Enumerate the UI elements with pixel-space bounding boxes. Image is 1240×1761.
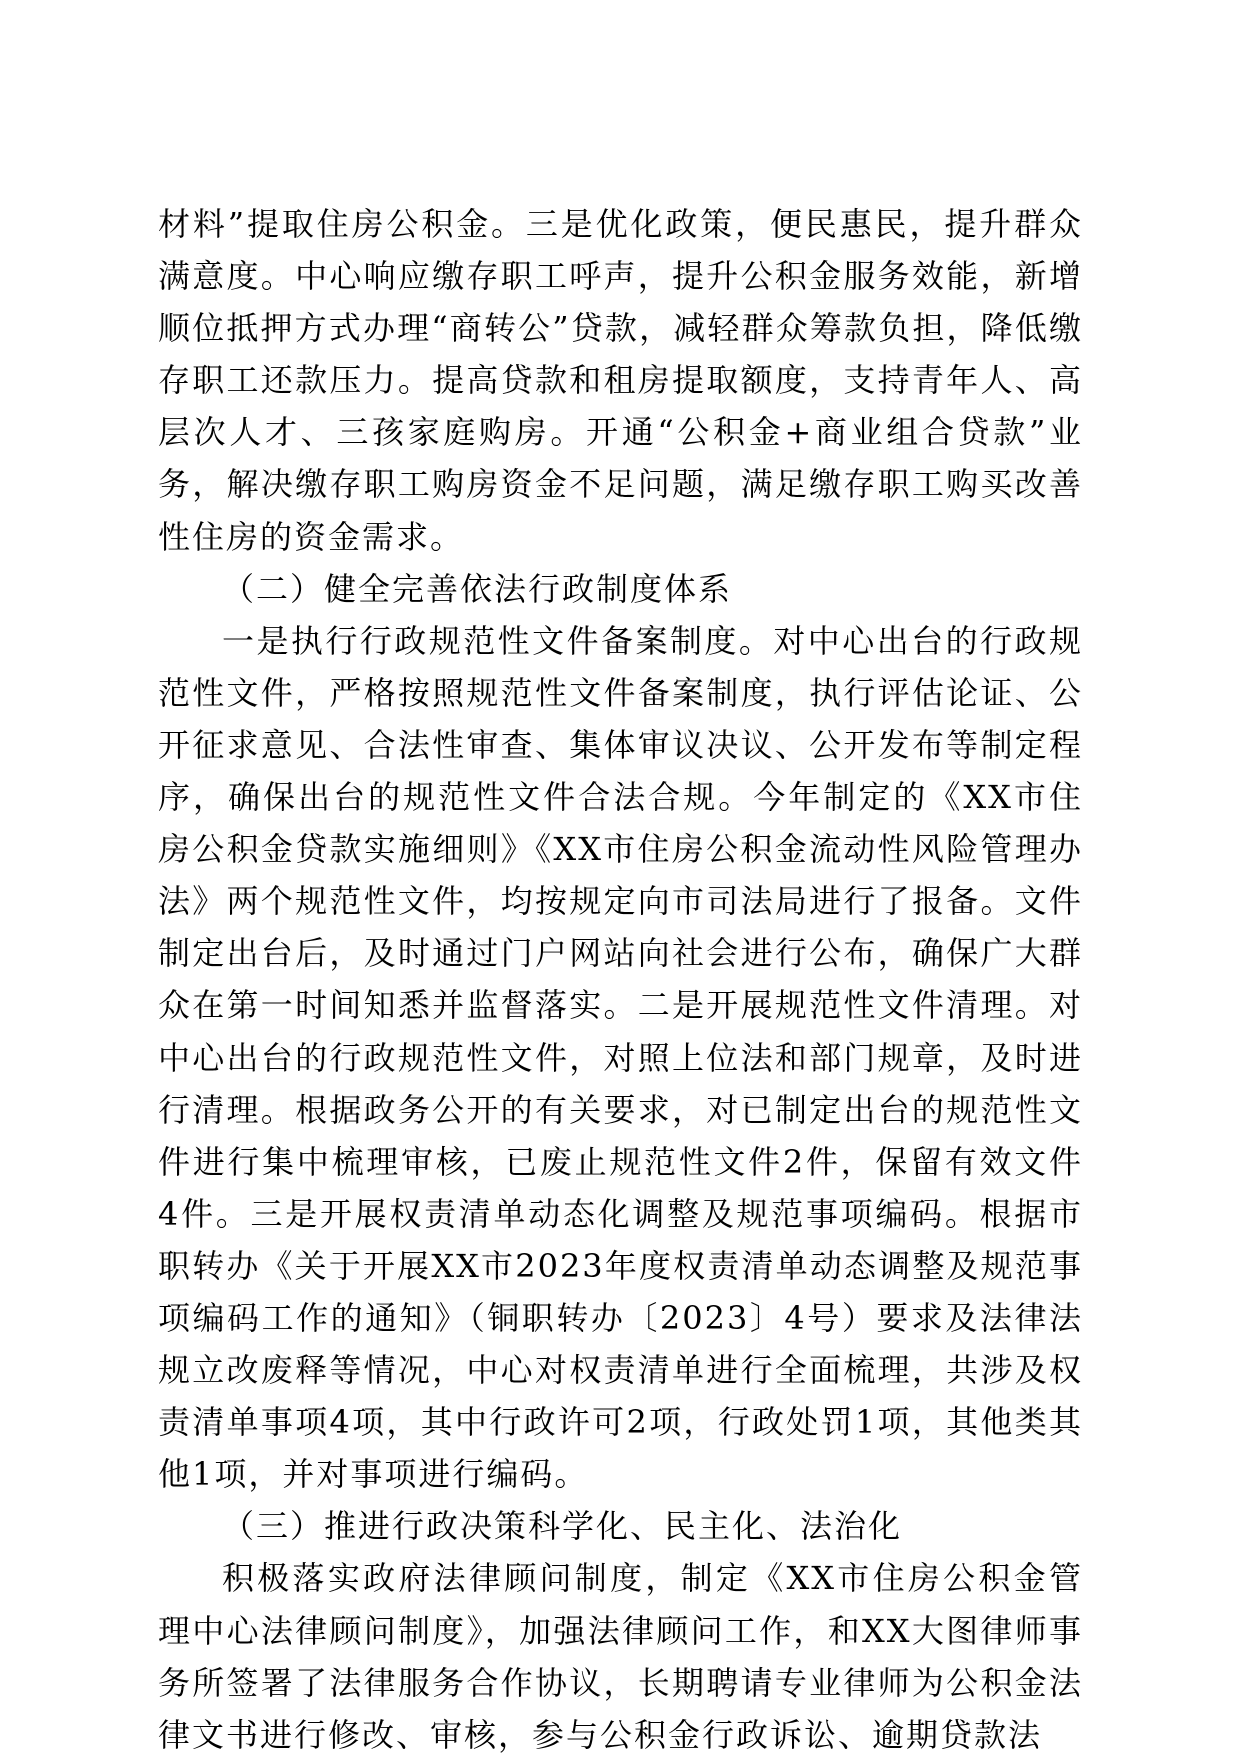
body-paragraph: 积极落实政府法律顾问制度，制定《XX市住房公积金管理中心法律顾问制度》，加强法律顾问工作，和XX大图律师事务所签署了法律服务合作协议，长期聘请专业律师为公积金法律文书进行修改、审核，参与公积金行政诉讼、逾期贷款法 [158,1559,1083,1754]
section-heading: （三）推进行政决策科学化、民主化、法治化 [222,1507,903,1546]
body-paragraph: 一是执行行政规范性文件备案制度。对中心出台的行政规范性文件，严格按照规范性文件备案制度，执行评估论证、公开征求意见、合法性审查、集体审议决议、公开发布等制定程序，确保出台的规范性文件合法合规。今年制定的《XX市住房公积金贷款实施细则》《XX市住房公积金流动性风险管理办法》两个规范性文件，均按规定向市司法局进行了报备。文件制定出台后，及时通过门户网站向社会进行公布，确保广大群众在第一时间知悉并监督落实。二是开展规范性文件清理。对中心出台的行政规范性文件，对照上位法和部门规章，及时进行清理。根据政务公开的有关要求，对已制定出台的规范性文件进行集中梳理审核，已废止规范性文件2件，保留有效文件4件。三是开展权责清单动态化调整及规范事项编码。根据市职转办《关于开展XX市2023年度权责清单动态调整及规范事项编码工作的通知》（铜职转办〔2023〕4号）要求及法律法规立改废释等情况，中心对权责清单进行全面梳理，共涉及权责清单事项4项，其中行政许可2项，行政处罚1项，其他类其他1项，并对事项进行编码。 [158,621,1083,1494]
document-page [158,198,1083,1761]
section-heading: （二）健全完善依法行政制度体系 [222,569,733,608]
body-paragraph: 材料”提取住房公积金。三是优化政策，便民惠民，提升群众满意度。中心响应缴存职工呼声，提升公积金服务效能，新增顺位抵押方式办理“商转公”贷款，减轻群众筹款负担，降低缴存职工还款压力。提高贷款和租房提取额度，支持青年人、高层次人才、三孩家庭购房。开通“公积金+商业组合贷款”业务，解决缴存职工购房资金不足问题，满足缴存职工购买改善性住房的资金需求。 [158,205,1083,556]
